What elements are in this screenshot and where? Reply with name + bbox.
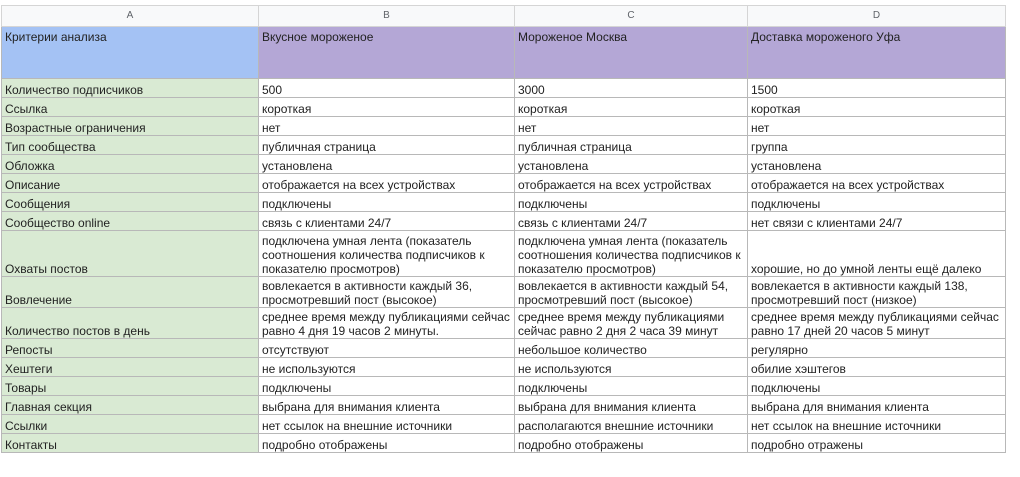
table-row [2,415,1006,434]
cell-value[interactable]: располагаются внешние источники [515,415,748,434]
cell-value[interactable]: отсутствуют [259,339,515,358]
column-header-d[interactable]: D [748,6,1006,27]
empty-area [0,458,1020,477]
cell-criteria[interactable]: Ссылки [2,415,259,434]
cell-value[interactable]: публичная страница [259,136,515,155]
header-row [2,27,1006,79]
cell-value[interactable]: отображается на всех устройствах [748,174,1006,193]
cell-criteria[interactable]: Главная секция [2,396,259,415]
column-header-row [2,6,1006,27]
cell-criteria[interactable]: Контакты [2,434,259,453]
cell-value[interactable]: нет связи с клиентами 24/7 [748,212,1006,231]
table-row [2,339,1006,358]
cell-value[interactable]: нет [515,117,748,136]
cell-value[interactable]: подключены [259,377,515,396]
cell-value[interactable]: подключены [748,193,1006,212]
cell-value[interactable]: нет [259,117,515,136]
cell-value[interactable]: среднее время между публикациями сейчас равно 17 дней 20 часов 5 минут [748,308,1006,339]
cell-value[interactable]: нет ссылок на внешние источники [748,415,1006,434]
cell-value[interactable]: подключена умная лента (показатель соотношения количества подписчиков к показателю просмотров) [259,231,515,277]
cell-value[interactable]: среднее время между публикациями сейчас равно 4 дня 19 часов 2 минуты. [259,308,515,339]
cell-value[interactable]: установлена [259,155,515,174]
column-header-b[interactable]: B [259,6,515,27]
table-row [2,193,1006,212]
table-row [2,434,1006,453]
cell-site-header-3[interactable]: Доставка мороженого Уфа [748,27,1006,79]
cell-criteria[interactable]: Количество постов в день [2,308,259,339]
cell-value[interactable]: подключены [748,377,1006,396]
cell-criteria[interactable]: Описание [2,174,259,193]
cell-value[interactable]: среднее время между публикациями сейчас равно 2 дня 2 часа 39 минут [515,308,748,339]
cell-criteria[interactable]: Сообщения [2,193,259,212]
cell-criteria[interactable]: Сообщество online [2,212,259,231]
cell-value[interactable]: установлена [748,155,1006,174]
cell-value[interactable]: регулярно [748,339,1006,358]
cell-criteria[interactable]: Возрастные ограничения [2,117,259,136]
cell-value[interactable]: подробно отражены [748,434,1006,453]
column-header-a[interactable]: A [2,6,259,27]
table-row [2,79,1006,98]
table-row [2,396,1006,415]
cell-value[interactable]: подключены [515,193,748,212]
cell-value[interactable]: короткая [748,98,1006,117]
cell-value[interactable]: группа [748,136,1006,155]
cell-criteria[interactable]: Ссылка [2,98,259,117]
cell-value[interactable]: выбрана для внимания клиента [515,396,748,415]
cell-value[interactable]: подключены [259,193,515,212]
table-row [2,155,1006,174]
cell-criteria[interactable]: Тип сообщества [2,136,259,155]
cell-value[interactable]: короткая [515,98,748,117]
cell-value[interactable]: 500 [259,79,515,98]
cell-value[interactable]: подключена умная лента (показатель соотношения количества подписчиков к показателю просмотров) [515,231,748,277]
table-row [2,117,1006,136]
table-row [2,377,1006,396]
cell-value[interactable]: короткая [259,98,515,117]
cell-criteria[interactable]: Обложка [2,155,259,174]
table-body [2,79,1006,453]
cell-value[interactable]: не используются [259,358,515,377]
cell-value[interactable]: выбрана для внимания клиента [748,396,1006,415]
cell-value[interactable]: отображается на всех устройствах [515,174,748,193]
cell-value[interactable]: хорошие, но до умной ленты ещё далеко [748,231,1006,277]
cell-criteria[interactable]: Охваты постов [2,231,259,277]
cell-value[interactable]: связь с клиентами 24/7 [259,212,515,231]
cell-value[interactable]: вовлекается в активности каждый 54, просмотревший пост (высокое) [515,277,748,308]
cell-value[interactable]: 3000 [515,79,748,98]
cell-criteria-header[interactable]: Критерии анализа [2,27,259,79]
cell-value[interactable]: вовлекается в активности каждый 138, просмотревший пост (низкое) [748,277,1006,308]
table-row [2,136,1006,155]
cell-criteria[interactable]: Товары [2,377,259,396]
cell-criteria[interactable]: Хештеги [2,358,259,377]
cell-value[interactable]: подробно отображены [259,434,515,453]
grid [1,5,1006,453]
column-header-c[interactable]: C [515,6,748,27]
cell-site-header-1[interactable]: Вкусное мороженое [259,27,515,79]
cell-value[interactable]: нет [748,117,1006,136]
cell-value[interactable]: 1500 [748,79,1006,98]
cell-value[interactable]: подключены [515,377,748,396]
cell-criteria[interactable]: Вовлечение [2,277,259,308]
cell-value[interactable]: связь с клиентами 24/7 [515,212,748,231]
cell-value[interactable]: не используются [515,358,748,377]
cell-value[interactable]: установлена [515,155,748,174]
cell-value[interactable]: небольшое количество [515,339,748,358]
cell-value[interactable]: публичная страница [515,136,748,155]
table-row [2,231,1006,277]
cell-value[interactable]: выбрана для внимания клиента [259,396,515,415]
cell-value[interactable]: отображается на всех устройствах [259,174,515,193]
cell-site-header-2[interactable]: Мороженое Москва [515,27,748,79]
table-row [2,174,1006,193]
table-row [2,358,1006,377]
cell-value[interactable]: вовлекается в активности каждый 36, просмотревший пост (высокое) [259,277,515,308]
table-row [2,277,1006,308]
cell-value[interactable]: подробно отображены [515,434,748,453]
cell-value[interactable]: обилие хэштегов [748,358,1006,377]
table-row [2,98,1006,117]
cell-criteria[interactable]: Количество подписчиков [2,79,259,98]
cell-value[interactable]: нет ссылок на внешние источники [259,415,515,434]
table-row [2,212,1006,231]
table-row [2,308,1006,339]
cell-criteria[interactable]: Репосты [2,339,259,358]
